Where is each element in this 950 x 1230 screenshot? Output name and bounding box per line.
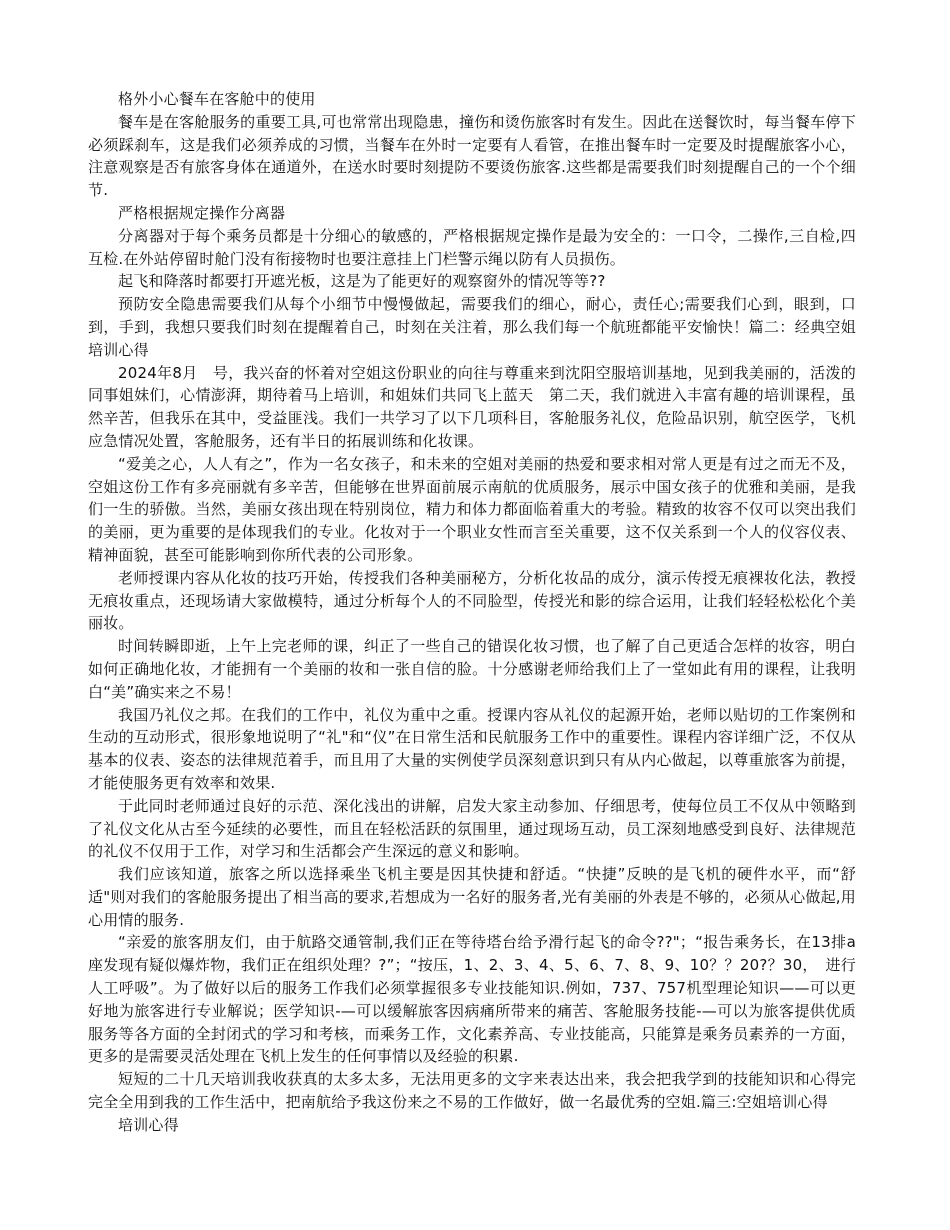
paragraph-window-shades: 起飞和降落时都要打开遮光板，这是为了能更好的观察窗外的情况等等?? — [118, 272, 606, 291]
paragraph-comfort-service: 我们应该知道，旅客之所以选择乘坐飞机主要是因其快捷和舒适。“快捷”反映的是飞机的硬件水平，而“舒适"则对我们的客舱服务提出了相当高的要求,若想成为一名好的服务者,光有美丽的外表是不够的，必须从心做起,用心用情的服务. — [88, 865, 856, 929]
paragraph-skills: “亲爱的旅客朋友们，由于航路交通管制,我们正在等待塔台给予滑行起飞的命令??"；“报告乘务长，在13排a座发现有疑似爆炸物，我们正在组织处理？?”；“按压，1、2、3、4、5、6、7、8、9、10？？20?？30， 进行人工呼吸”。为了做好以后的服务工作我们必须掌握很多专业技能知识.例如，737、757机型理论知识——可以更好地为旅客进行专业解说；医学知识-—可以缓解旅客因病痛所带来的痛苦、客舱服务技能-—可以为旅客提供优质服务等各方面的全封闭式的学习和考核，而乘务工作，文化素养高、专业技能高，只能算是乘务员素养的一方面，更多的是需要灵活处理在飞机上发生的任何事情以及经验的积累. — [88, 933, 856, 1066]
paragraph-etiquette: 我国乃礼仪之邦。在我们的工作中，礼仪为重中之重。授课内容从礼仪的起源开始，老师以贴切的工作案例和生动的互动形式，很形象地说明了“礼"和“仪”在日常生活和民航服务工作中的重要性。课程内容详细广泛，不仅从基本的仪表、姿态的法律规范着手，而且用了大量的实例使学员深刻意识到只有从内心做起，以尊重旅客为前提，才能使服务更有效率和效果. — [88, 705, 856, 792]
document-page — [88, 88, 856, 1137]
paragraph-training-intro: 2024年8月 号，我兴奋的怀着对空姐这份职业的向往与尊重来到沈阳空服培训基地，见到我美丽的，活泼的同事姐妹们，心情澎湃，期待着马上培训，和姐妹们共同飞上蓝天 第二天，我们就进入丰富有趣的培训课程，虽然辛苦，但我乐在其中，受益匪浅。我们一共学习了以下几项科目，客舱服务礼仪，危险品识别，航空医学，飞机应急情况处置，客舱服务，还有半日的拓展训练和化妆课。 — [88, 363, 856, 450]
paragraph-separator: 分离器对于每个乘务员都是十分细心的敏感的，严格根据规定操作是最为安全的：一口令，二操作,三自检,四互检.在外站停留时舱门没有衔接物时也要注意挂上门栏警示绳以防有人员损伤。 — [88, 226, 856, 268]
paragraph-etiquette-practice: 于此同时老师通过良好的示范、深化浅出的讲解，启发大家主动参加、仔细思考，使每位员工不仅从中领略到了礼仪文化从古至今延续的必要性，而且在轻松活跃的氛围里，通过现场互动，员工深刻地感受到良好、法律规范的礼仪不仅用于工作，对学习和生活都会产生深远的意义和影响。 — [88, 796, 856, 861]
paragraph-makeup-reflection: 时间转瞬即逝，上午上完老师的课，纠正了一些自己的错误化妆习惯，也了解了自己更适合怎样的妆容，明白如何正确地化妆，才能拥有一个美丽的妆和一张自信的脸。十分感谢老师给我们上了一堂如此有用的课程，让我明白“美”确实来之不易！ — [88, 637, 856, 701]
paragraph-beauty: “爱美之心，人人有之”，作为一名女孩子，和未来的空姐对美丽的热爱和要求相对常人更是有过之而无不及，空姐这份工作有多亮丽就有多辛苦，但能够在世界面前展示南航的优质服务，展示中国女孩子的优雅和美丽，是我们一生的骄傲。当然，美丽女孩出现在特别岗位，精力和体力都面临着重大的考验。精致的妆容不仅可以突出我们的美丽，更为重要的是体现我们的专业。化妆对于一个职业女性而言至关重要，这不仅关系到一个人的仪容仪表、精神面貌，甚至可能影响到你所代表的公司形象。 — [88, 454, 856, 564]
paragraph-conclusion: 短短的二十几天培训我收获真的太多太多，无法用更多的文字来表达出来，我会把我学到的技能知识和心得完完全全用到我的工作生活中，把南航给予我这份来之不易的工作做好，做一名最优秀的空姐.篇三:空姐培训心得 — [88, 1070, 856, 1112]
paragraph-dining-cart: 餐车是在客舱服务的重要工具,可也常常出现隐患，撞伤和烫伤旅客时有发生。因此在送餐饮时，每当餐车停下必须踩刹车，这是我们必须养成的习惯，当餐车在外时一定要有人看管，在推出餐车时一定要及时提醒旅客小心，注意观察是否有旅客身体在通道外，在送水时要时刻提防不要烫伤旅客.这些都是需要我们时刻提醒自己的一个个细节. — [88, 112, 856, 200]
paragraph-heading-separator: 严格根据规定操作分离器 — [118, 203, 286, 222]
paragraph-makeup-class: 老师授课内容从化妆的技巧开始，传授我们各种美丽秘方，分析化妆品的成分，演示传授无痕裸妆化法，教授无痕妆重点，还现场请大家做模特，通过分析每个人的不同脸型，传授光和影的综合运用，让我们轻轻松松化个美丽妆。 — [88, 568, 856, 633]
paragraph-heading-dining-cart: 格外小心餐车在客舱中的使用 — [118, 90, 316, 108]
paragraph-safety-prevention: 预防安全隐患需要我们从每个小细节中慢慢做起，需要我们的细心，耐心，责任心;需要我们心到，眼到，口到，手到，我想只要我们时刻在提醒着自己，时刻在关注着，那么我们每一个航班都能平安愉快！篇二：经典空姐培训心得 — [88, 295, 856, 359]
paragraph-heading-training: 培训心得 — [118, 1115, 179, 1134]
